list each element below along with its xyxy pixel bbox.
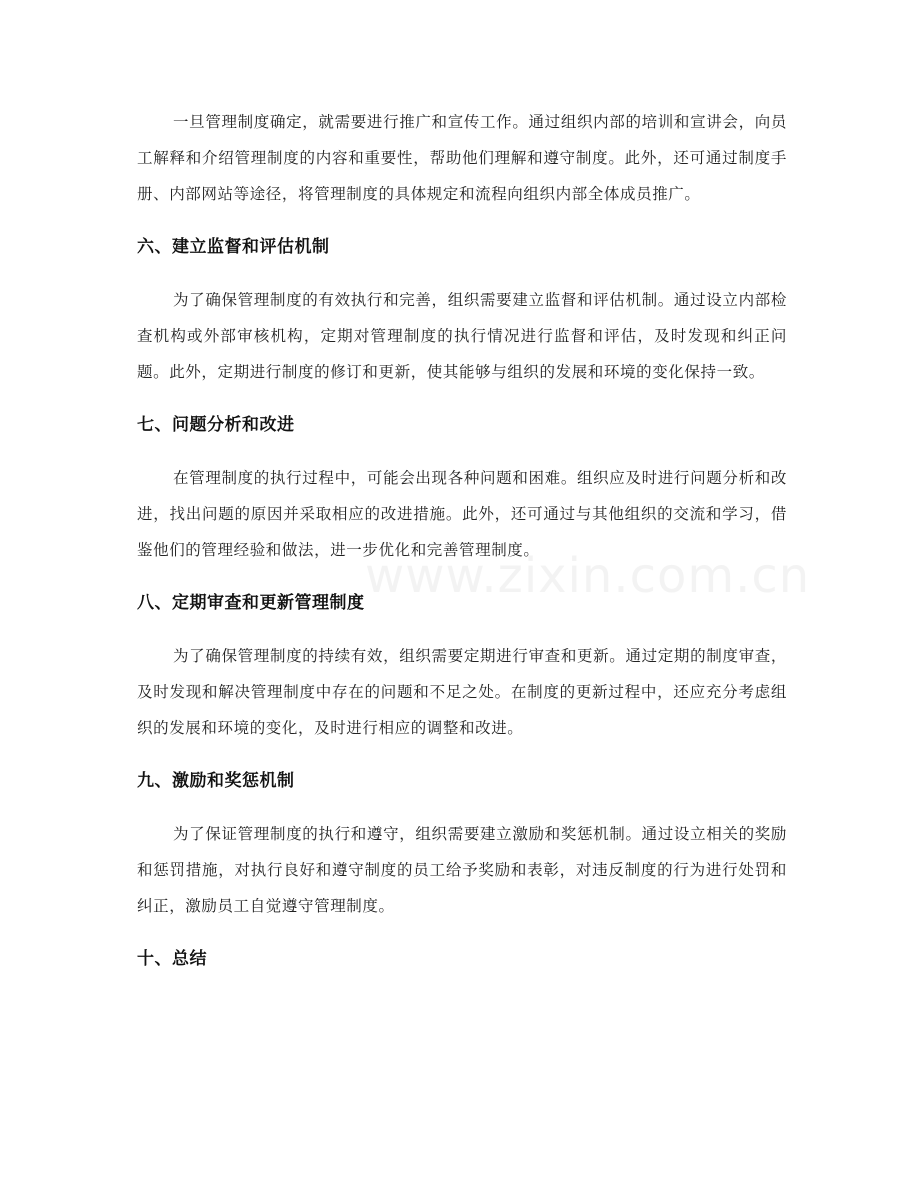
heading-summary: 十、总结	[137, 949, 207, 969]
heading-problem-analysis: 七、问题分析和改进	[137, 415, 295, 435]
paragraph-problem-analysis: 在管理制度的执行过程中，可能会出现各种问题和困难。组织应及时进行问题分析和改进，找出问题的原因并采取相应的改进措施。此外，还可通过与其他组织的交流和学习，借鉴他们的管理经验和做法，进一步优化和完善管理制度。	[137, 469, 787, 559]
paragraph-incentives: 为了保证管理制度的执行和遵守，组织需要建立激励和奖惩机制。通过设立相关的奖励和惩罚措施，对执行良好和遵守制度的员工给予奖励和表彰，对违反制度的行为进行处罚和纠正，激励员工自觉遵守管理制度。	[137, 825, 787, 915]
paragraph-supervision: 为了确保管理制度的有效执行和完善，组织需要建立监督和评估机制。通过设立内部检查机构或外部审核机构，定期对管理制度的执行情况进行监督和评估，及时发现和纠正问题。此外，定期进行制度的修订和更新，使其能够与组织的发展和环境的变化保持一致。	[137, 291, 787, 381]
heading-supervision: 六、建立监督和评估机制	[137, 237, 330, 257]
document-body	[137, 104, 787, 977]
paragraph-periodic-review: 为了确保管理制度的持续有效，组织需要定期进行审查和更新。通过定期的制度审查，及时发现和解决管理制度中存在的问题和不足之处。在制度的更新过程中，还应充分考虑组织的发展和环境的变化，及时进行相应的调整和改进。	[137, 647, 787, 737]
watermark: www.zixin.com.cn	[365, 548, 811, 604]
heading-incentives: 九、激励和奖惩机制	[137, 771, 295, 791]
heading-periodic-review: 八、定期审查和更新管理制度	[137, 593, 365, 613]
paragraph-promotion: 一旦管理制度确定，就需要进行推广和宣传工作。通过组织内部的培训和宣讲会，向员工解释和介绍管理制度的内容和重要性，帮助他们理解和遵守制度。此外，还可通过制度手册、内部网站等途径，将管理制度的具体规定和流程向组织内部全体成员推广。	[137, 113, 787, 203]
